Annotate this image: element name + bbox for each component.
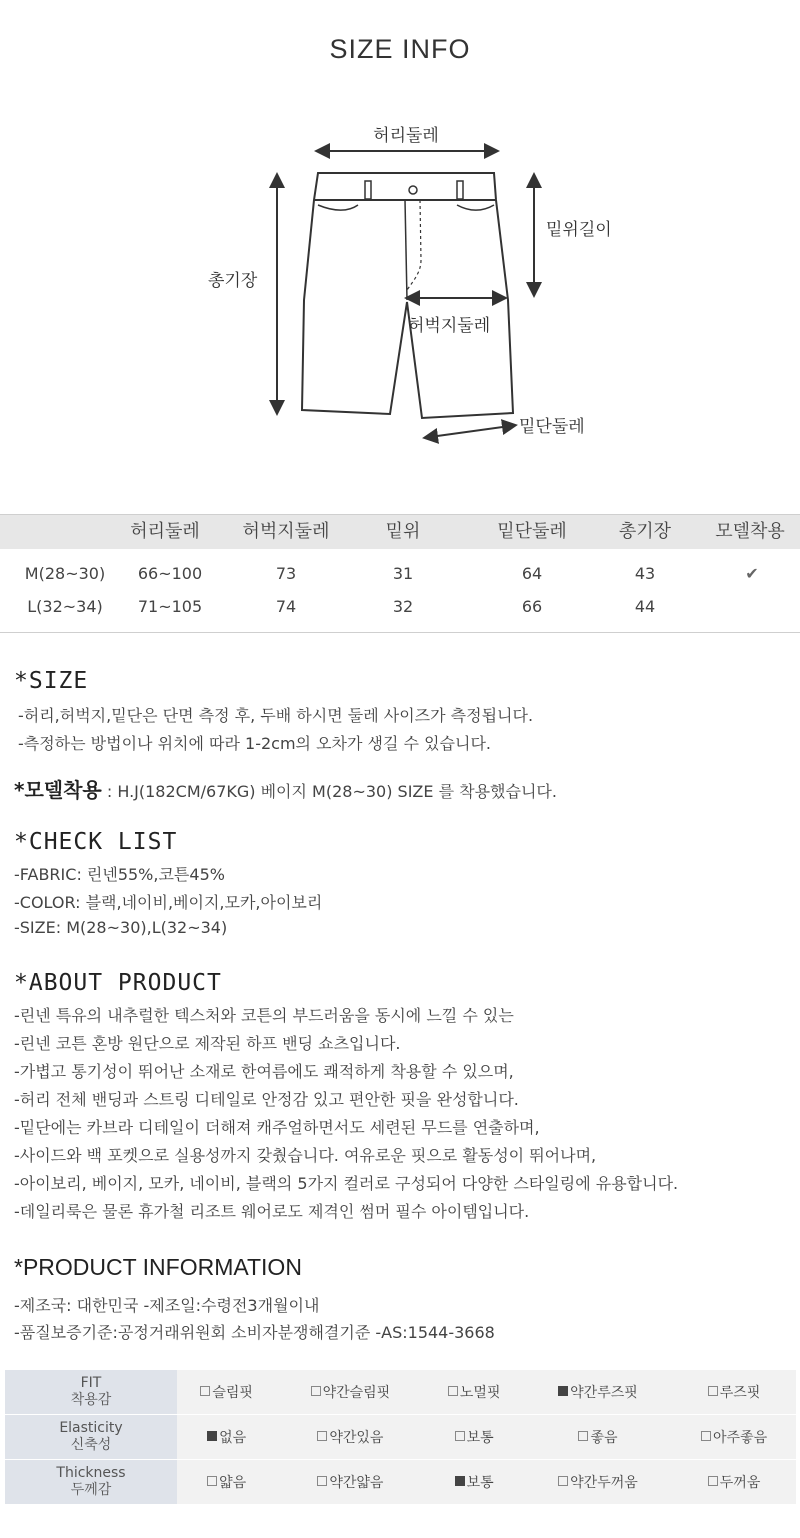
about-line: -밑단에는 카브라 디테일이 더해져 캐주얼하면서도 세련된 무드를 연출하며, (14, 1118, 540, 1137)
row-waist: 66~100 (137, 564, 203, 583)
product-info-line: -제조국: 대한민국 -제조일:수령전3개월이내 (14, 1296, 320, 1315)
size-section-title: *SIZE (14, 668, 89, 694)
thigh-label: 허벅지둘레 (408, 316, 491, 336)
checkbox-icon (207, 1476, 217, 1486)
model-label: *모델착용 (14, 778, 102, 802)
about-line: -린넨 코튼 혼방 원단으로 제작된 하프 밴딩 쇼츠입니다. (14, 1034, 401, 1053)
row-thigh: 73 (275, 564, 297, 583)
page-title: SIZE INFO (329, 34, 471, 64)
fit-option: 루즈핏 (672, 1370, 796, 1415)
product-info-line: -품질보증기준:공정거래위원회 소비자분쟁해결기준 -AS:1544-3668 (14, 1323, 495, 1342)
thickness-option: 보통 (425, 1460, 524, 1505)
fit-table (5, 1370, 796, 1505)
elasticity-option: 없음 (177, 1415, 276, 1460)
model-check-icon: ✔ (745, 564, 759, 583)
row-size: L(32~34) (27, 597, 103, 616)
about-line: -가볍고 통기성이 뛰어난 소재로 한여름에도 쾌적하게 착용할 수 있으며, (14, 1062, 514, 1081)
shorts-illustration (302, 173, 513, 418)
checkbox-icon (708, 1386, 718, 1396)
product-info-title: *PRODUCT INFORMATION (14, 1254, 302, 1280)
header-thigh: 허벅지둘레 (242, 521, 330, 542)
thickness-option: 약간얇음 (276, 1460, 424, 1505)
checklist-item: -SIZE: M(28~30),L(32~34) (14, 918, 228, 937)
checkbox-icon (578, 1431, 588, 1441)
checked-box-icon (558, 1386, 568, 1396)
about-line: -아이보리, 베이지, 모카, 네이비, 블랙의 5가지 컬러로 구성되어 다양한 스타일링에 유용합니다. (14, 1174, 679, 1193)
hem-arrow (430, 426, 510, 437)
checkbox-icon (448, 1386, 458, 1396)
elasticity-option: 보통 (425, 1415, 524, 1460)
checkbox-icon (701, 1431, 711, 1441)
checkbox-icon (200, 1386, 210, 1396)
elasticity-row (5, 1415, 796, 1460)
header-hem: 밑단둘레 (497, 521, 567, 542)
size-table-header (0, 514, 800, 549)
model-info (14, 774, 557, 803)
length-label: 총기장 (208, 271, 258, 291)
model-text: : H.J(182CM/67KG) 베이지 M(28~30) SIZE 를 착용했습니다. (101, 782, 557, 801)
checked-box-icon (207, 1431, 217, 1441)
thickness-row (5, 1460, 796, 1505)
header-length: 총기장 (618, 521, 672, 542)
checklist-title: *CHECK LIST (14, 829, 178, 855)
thickness-option: 두꺼움 (672, 1460, 796, 1505)
row-size: M(28~30) (24, 564, 106, 583)
row-length: 43 (634, 564, 656, 583)
fit-option: 슬림핏 (177, 1370, 276, 1415)
thickness-label: Thickness 두께감 (5, 1460, 177, 1505)
checklist-item: -FABRIC: 린넨55%,코튼45% (14, 865, 225, 884)
elasticity-option: 좋음 (524, 1415, 672, 1460)
thickness-option: 얇음 (177, 1460, 276, 1505)
hem-label: 밑단둘레 (519, 417, 585, 437)
row-hem: 66 (521, 597, 543, 616)
checkbox-icon (317, 1431, 327, 1441)
fit-row (5, 1370, 796, 1415)
checklist-item: -COLOR: 블랙,네이비,베이지,모카,아이보리 (14, 893, 323, 912)
header-model: 모델착용 (715, 521, 785, 542)
fit-option: 노멀핏 (425, 1370, 524, 1415)
thickness-option: 약간두꺼움 (524, 1460, 672, 1505)
checkbox-icon (708, 1476, 718, 1486)
shorts-measurement-diagram (0, 110, 800, 470)
checked-box-icon (455, 1476, 465, 1486)
elasticity-option: 약간있음 (276, 1415, 424, 1460)
divider (0, 632, 800, 633)
rise-label: 밑위길이 (546, 220, 612, 240)
row-length: 44 (634, 597, 656, 616)
size-note: -허리,허벅지,밑단은 단면 측정 후, 두배 하시면 둘레 사이즈가 측정됩니다. (18, 706, 534, 725)
table-row (0, 557, 800, 590)
about-line: -허리 전체 밴딩과 스트링 디테일로 안정감 있고 편안한 핏을 완성합니다. (14, 1090, 519, 1109)
size-table (0, 514, 800, 623)
row-rise: 32 (392, 597, 414, 616)
row-waist: 71~105 (137, 597, 203, 616)
row-hem: 64 (521, 564, 543, 583)
table-row (0, 590, 800, 623)
checkbox-icon (558, 1476, 568, 1486)
waist-label: 허리둘레 (373, 126, 439, 146)
checkbox-icon (317, 1476, 327, 1486)
elasticity-option: 아주좋음 (672, 1415, 796, 1460)
elasticity-label: Elasticity 신축성 (5, 1415, 177, 1460)
about-line: -사이드와 백 포켓으로 실용성까지 갖췄습니다. 여유로운 핏으로 활동성이 뛰어나며, (14, 1146, 597, 1165)
fit-option: 약간루즈핏 (524, 1370, 672, 1415)
about-line: -린넨 특유의 내추럴한 텍스처와 코튼의 부드러움을 동시에 느낄 수 있는 (14, 1006, 514, 1025)
about-line: -데일리룩은 물론 휴가철 리조트 웨어로도 제격인 썸머 필수 아이템입니다. (14, 1202, 530, 1221)
header-rise: 밑위 (385, 521, 421, 542)
row-rise: 31 (392, 564, 414, 583)
fit-label: FIT 착용감 (5, 1370, 177, 1415)
checkbox-icon (455, 1431, 465, 1441)
header-waist: 허리둘레 (130, 521, 200, 542)
size-note: -측정하는 방법이나 위치에 따라 1-2cm의 오차가 생길 수 있습니다. (18, 734, 492, 753)
row-thigh: 74 (275, 597, 297, 616)
about-title: *ABOUT PRODUCT (14, 970, 222, 996)
checkbox-icon (311, 1386, 321, 1396)
fit-option: 약간슬림핏 (276, 1370, 424, 1415)
